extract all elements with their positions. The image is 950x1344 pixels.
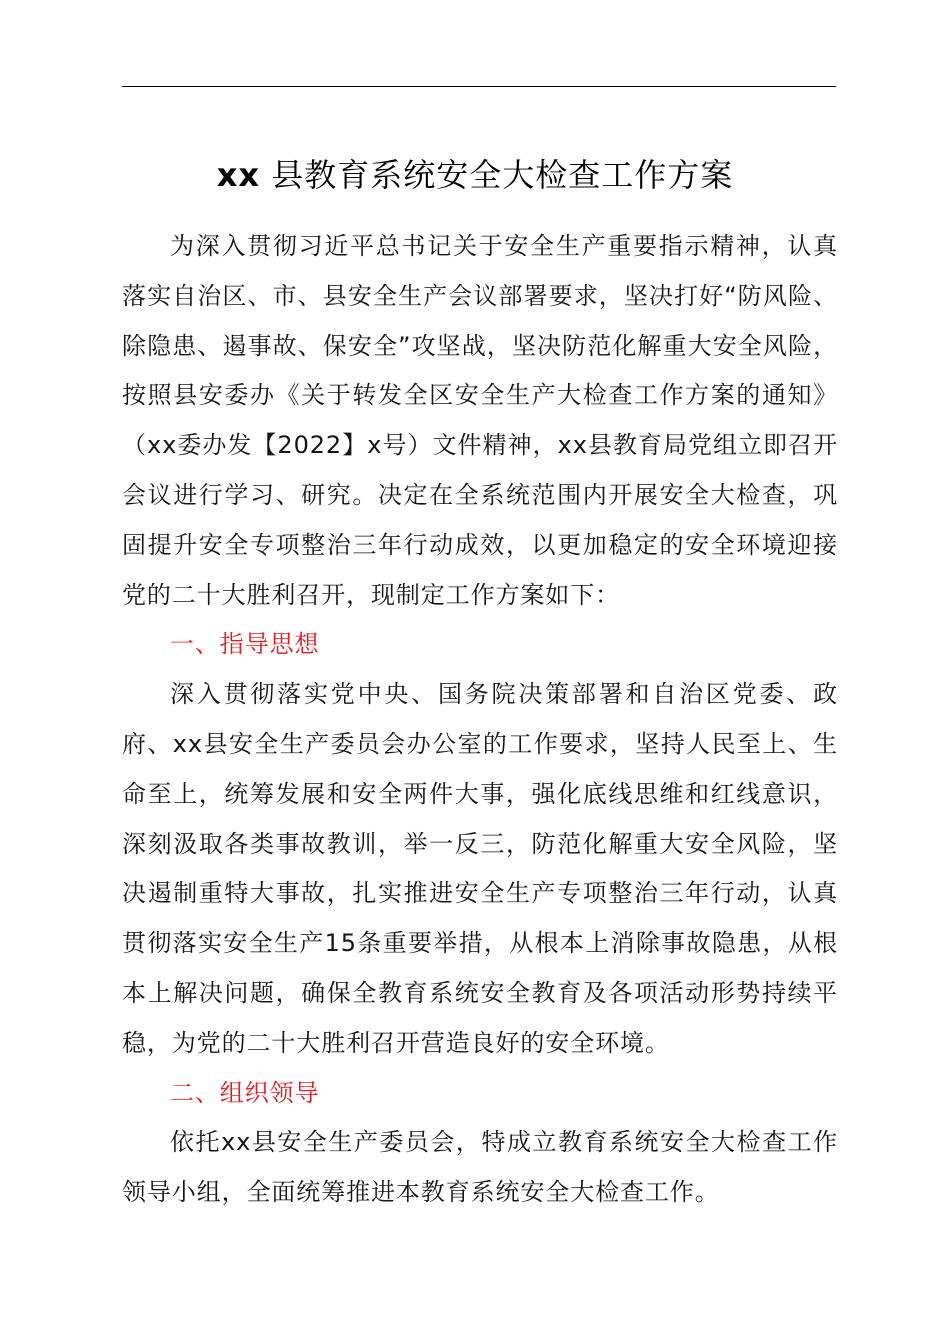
title-text: 县教育系统安全大检查工作方案 xyxy=(271,156,734,194)
document-title xyxy=(0,152,950,198)
section-heading-organization: 二、组织领导 xyxy=(170,1078,320,1107)
guiding-ideology-paragraph: 深入贯彻落实党中央、国务院决策部署和自治区党委、政府、xx县安全生产委员会办公室的工作要求，坚持人民至上、生命至上，统筹发展和安全两件大事，强化底线思维和红线意识，深刻汲取各类事故教训，举一反三，防范化解重大安全风险，坚决遏制重特大事故，扎实推进安全生产专项整治三年行动，认真贯彻落实安全生产15条重要举措，从根本上消除事故隐患，从根本上解决问题，确保全教育系统安全教育及各项活动形势持续平稳，为党的二十大胜利召开营造良好的安全环境。 xyxy=(122,680,838,1057)
organization-paragraph: 依托xx县安全生产委员会，特成立教育系统安全大检查工作领导小组，全面统筹推进本教育系统安全大检查工作。 xyxy=(122,1128,838,1207)
title-prefix: xx xyxy=(216,156,261,194)
intro-paragraph: 为深入贯彻习近平总书记关于安全生产重要指示精神，认真落实自治区、市、县安全生产会议部署要求，坚决打好“防风险、除隐患、遏事故、保安全”攻坚战，坚决防范化解重大安全风险，按照县安委办《关于转发全区安全生产大检查工作方案的通知》（xx委办发【2022】x号）文件精神，xx县教育局党组立即召开会议进行学习、研究。决定在全系统范围内开展安全大检查，巩固提升安全专项整治三年行动成效，以更加稳定的安全环境迎接党的二十大胜利召开，现制定工作方案如下： xyxy=(122,232,838,609)
document-body xyxy=(122,222,838,1218)
section-heading-guiding-ideology: 一、指导思想 xyxy=(170,630,320,659)
header-rule xyxy=(122,86,836,87)
